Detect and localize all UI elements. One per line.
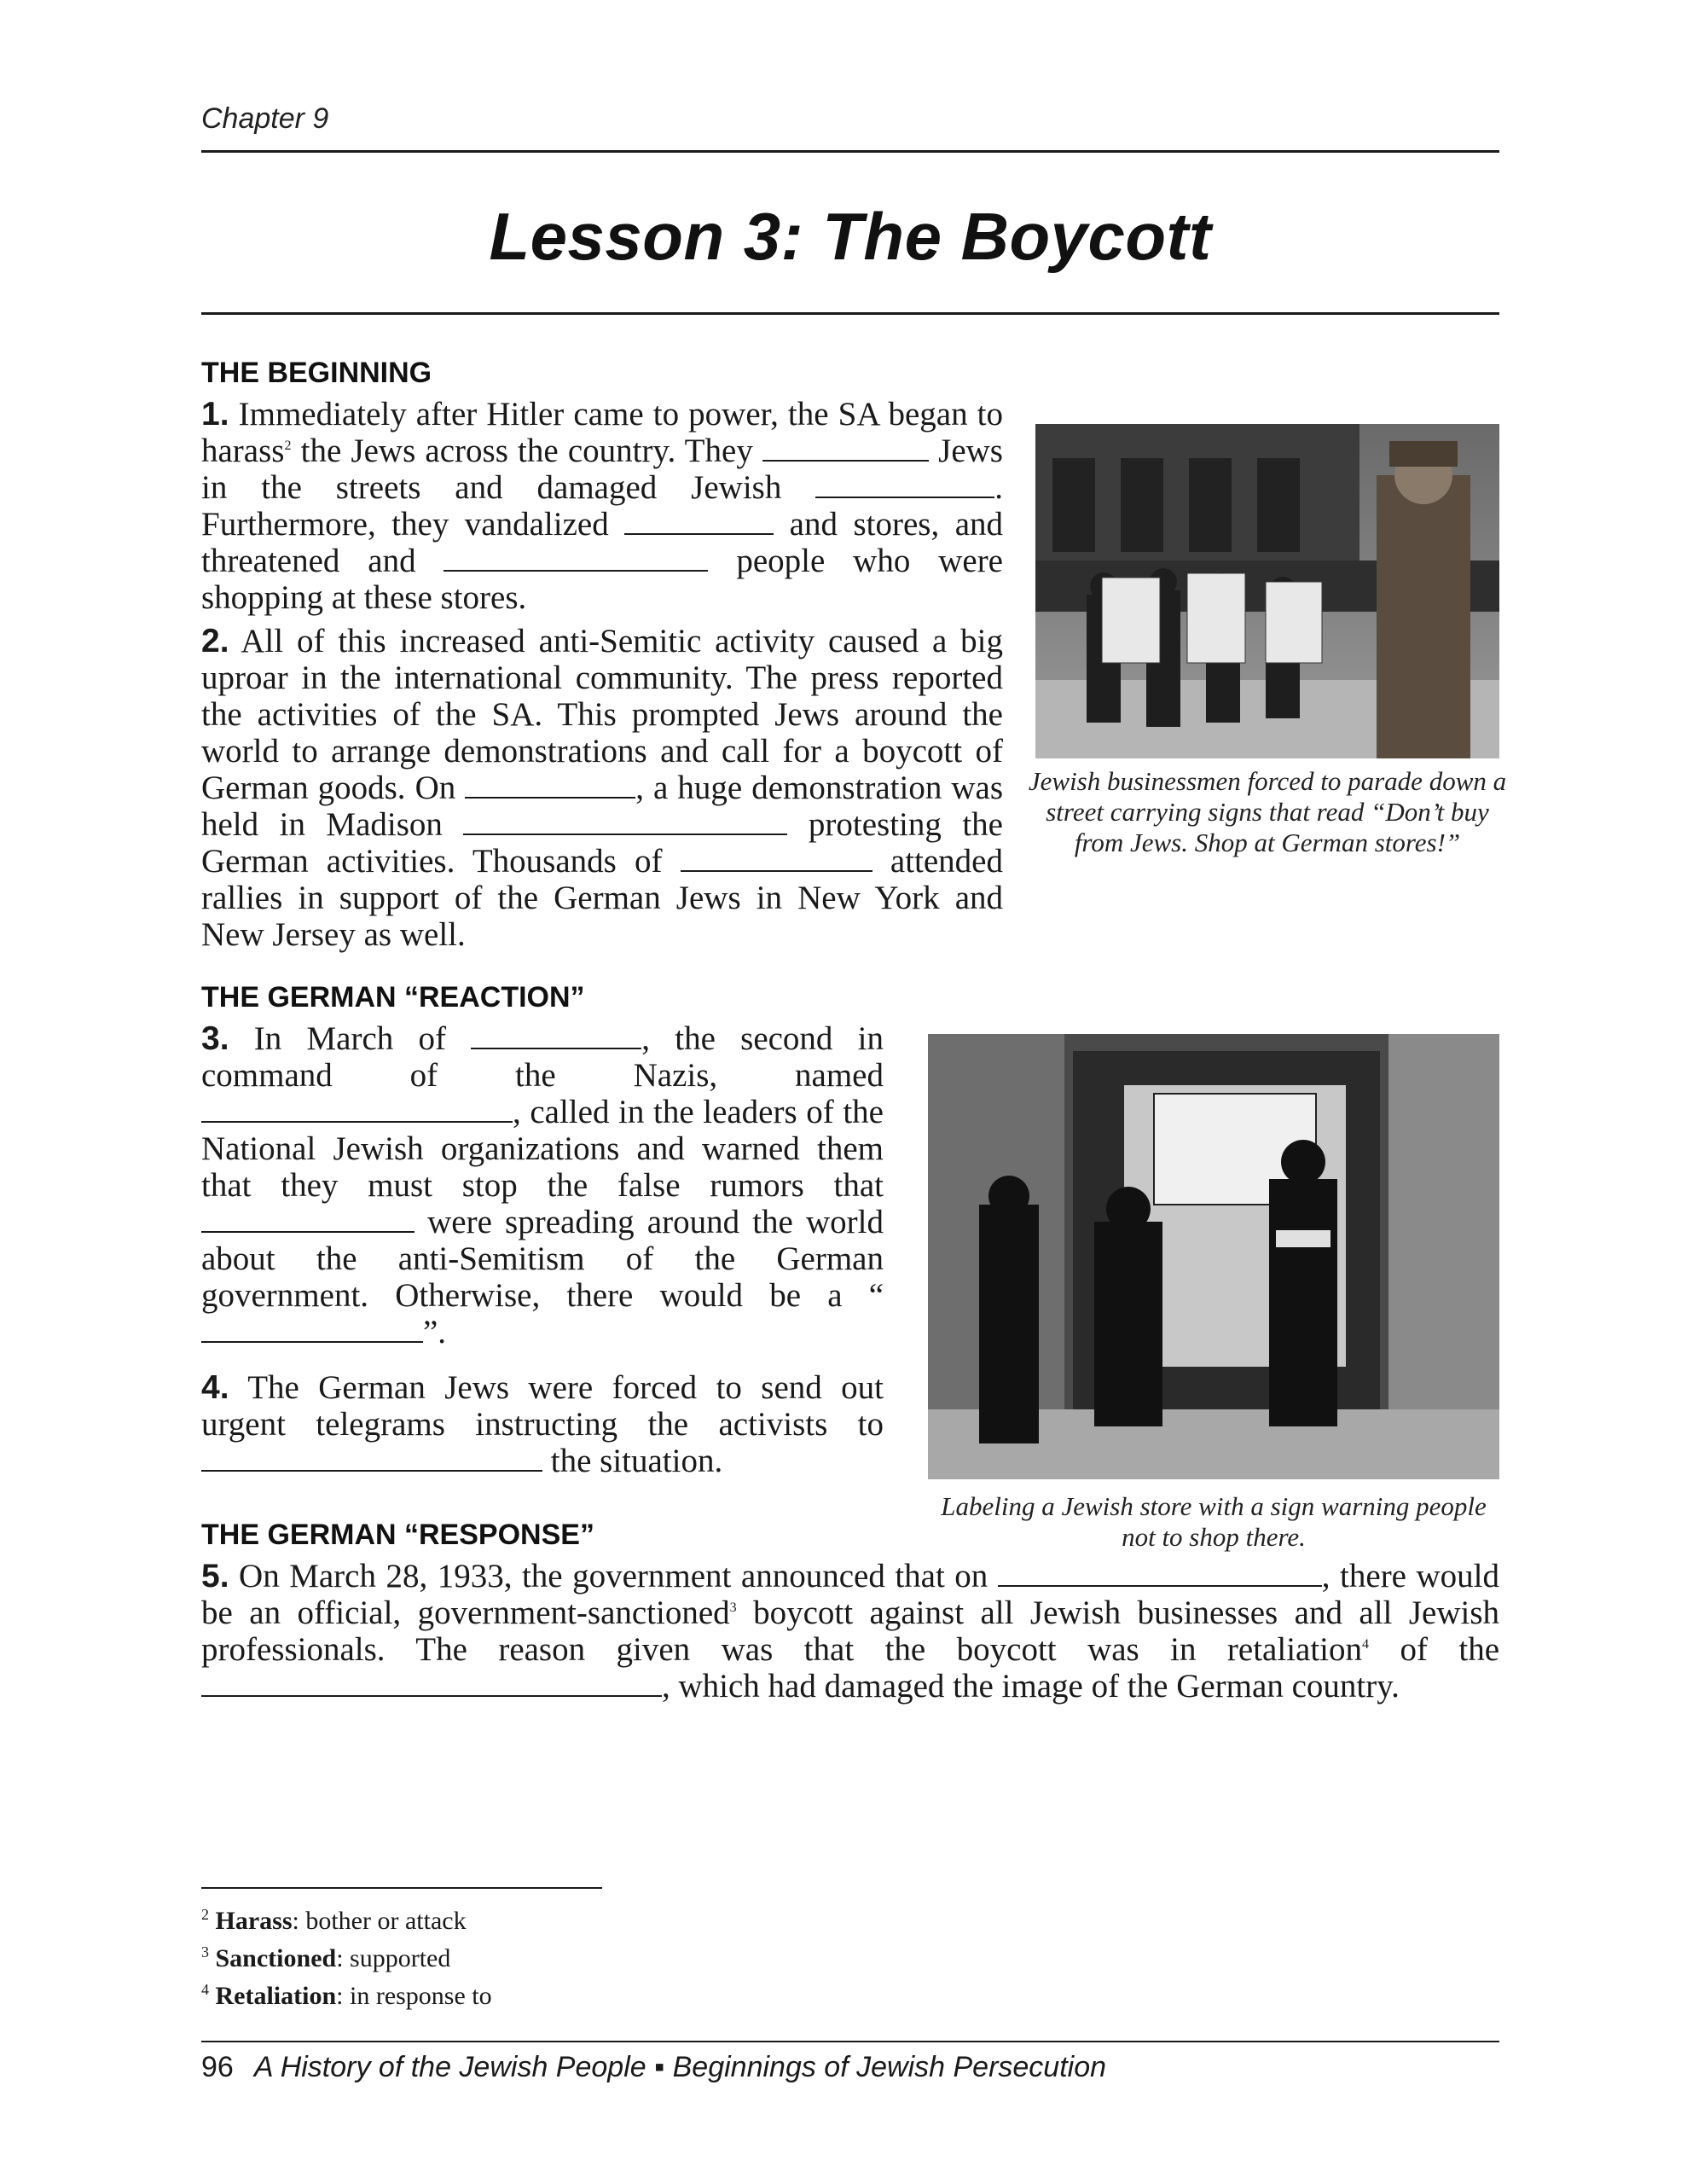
book-title: A History of the Jewish People ▪ Beginnings of Jewish Persecution [253, 2051, 1107, 2083]
paragraph-number: 4. [201, 1369, 229, 1406]
answer-blank[interactable] [465, 770, 635, 799]
footnote-rule [201, 1887, 602, 1889]
page-number: 96 [201, 2051, 234, 2083]
worksheet-page [201, 0, 1507, 2184]
answer-blank[interactable] [624, 506, 774, 535]
answer-blank[interactable] [201, 1204, 415, 1233]
footnote-4: $^4$ Retaliation: in response to [201, 1981, 492, 2010]
parade-photo-illustration [1035, 424, 1499, 758]
header-rule-top [201, 150, 1499, 153]
answer-blank[interactable] [762, 433, 929, 462]
answer-blank[interactable] [201, 1094, 513, 1123]
answer-blank[interactable] [998, 1558, 1322, 1587]
answer-blank[interactable] [681, 843, 872, 872]
paragraph-2: 2. All of this increased anti-Semitic activity caused a big uproar in the international community. The press reported the activities of the SA. This prompted Jews around the world to arrange demonstrations and call for a boycott of German goods. On , a huge demonstration was held in Madison protesting the German activities. Thousands of attended rallies in support of the German Jews in New York and New Jersey as well. [201, 623, 1003, 953]
footnote-ref: 2 [284, 439, 292, 453]
paragraph-number: 1. [201, 396, 229, 433]
photo-caption-store: Labeling a Jewish store with a sign warning people not to shop there. [941, 1491, 1487, 1552]
answer-blank[interactable] [201, 1668, 662, 1697]
paragraph-5: 5. On March 28, 1933, the government announced that on , there would be an official, government-sanctioned$^3$ boycott against all Jewish businesses and all Jewish professionals. The reason given was that the boycott was in retaliation$^4$ of the , which had damaged the image of the German country. [201, 1558, 1500, 1705]
footnote-ref: 4 [1362, 1637, 1370, 1652]
footnote-3: $^3$ Sanctioned: supported [201, 1943, 451, 1972]
paragraph-number: 5. [201, 1558, 229, 1594]
section-heading-response: THE GERMAN “RESPONSE” [201, 1519, 594, 1551]
paragraph-3: 3. In March of , the second in command of the Nazis, named , called in the leaders of the National Jewish organizations and warned them that they must stop the false rumors that were spreading around the world about the anti-Semitism of the German government. Otherwise, there would be a “”. [201, 1020, 884, 1350]
header-rule-bottom [201, 312, 1499, 315]
footer-rule [201, 2041, 1499, 2042]
photo-caption-parade: Jewish businessmen forced to parade down a street carrying signs that read “Don’t buy from Jews. Shop at German stores!” [1028, 766, 1507, 857]
page-footer [201, 2051, 1106, 2084]
photo-store-sign [928, 1034, 1499, 1479]
paragraph-number: 3. [201, 1020, 229, 1057]
lesson-title: Lesson 3: The Boycott [489, 199, 1212, 274]
paragraph-number: 2. [201, 623, 229, 659]
footnotes [201, 1899, 492, 2012]
photo-boycott-parade [1035, 424, 1499, 758]
answer-blank[interactable] [201, 1314, 423, 1343]
store-photo-illustration [928, 1034, 1499, 1479]
answer-blank[interactable] [201, 1443, 542, 1472]
answer-blank[interactable] [463, 806, 787, 835]
answer-blank[interactable] [471, 1020, 641, 1049]
section-heading-reaction: THE GERMAN “REACTION” [201, 981, 585, 1014]
footnote-ref: 3 [729, 1600, 737, 1615]
section-heading-beginning: THE BEGINNING [201, 357, 432, 389]
paragraph-4: 4. The German Jews were forced to send out urgent telegrams instructing the activists to the situation. [201, 1369, 884, 1479]
footnote-2: $^2$ Harass: bother or attack [201, 1906, 467, 1935]
answer-blank[interactable] [815, 469, 994, 498]
paragraph-1: 1. Immediately after Hitler came to power, the SA began to harass$^2$ the Jews across the country. They Jews in the streets and damaged Jewish . Furthermore, they vandalized and stores, and threatened and people who were shopping at these stores. [201, 396, 1004, 616]
answer-blank[interactable] [443, 543, 708, 572]
chapter-label: Chapter 9 [201, 102, 329, 135]
